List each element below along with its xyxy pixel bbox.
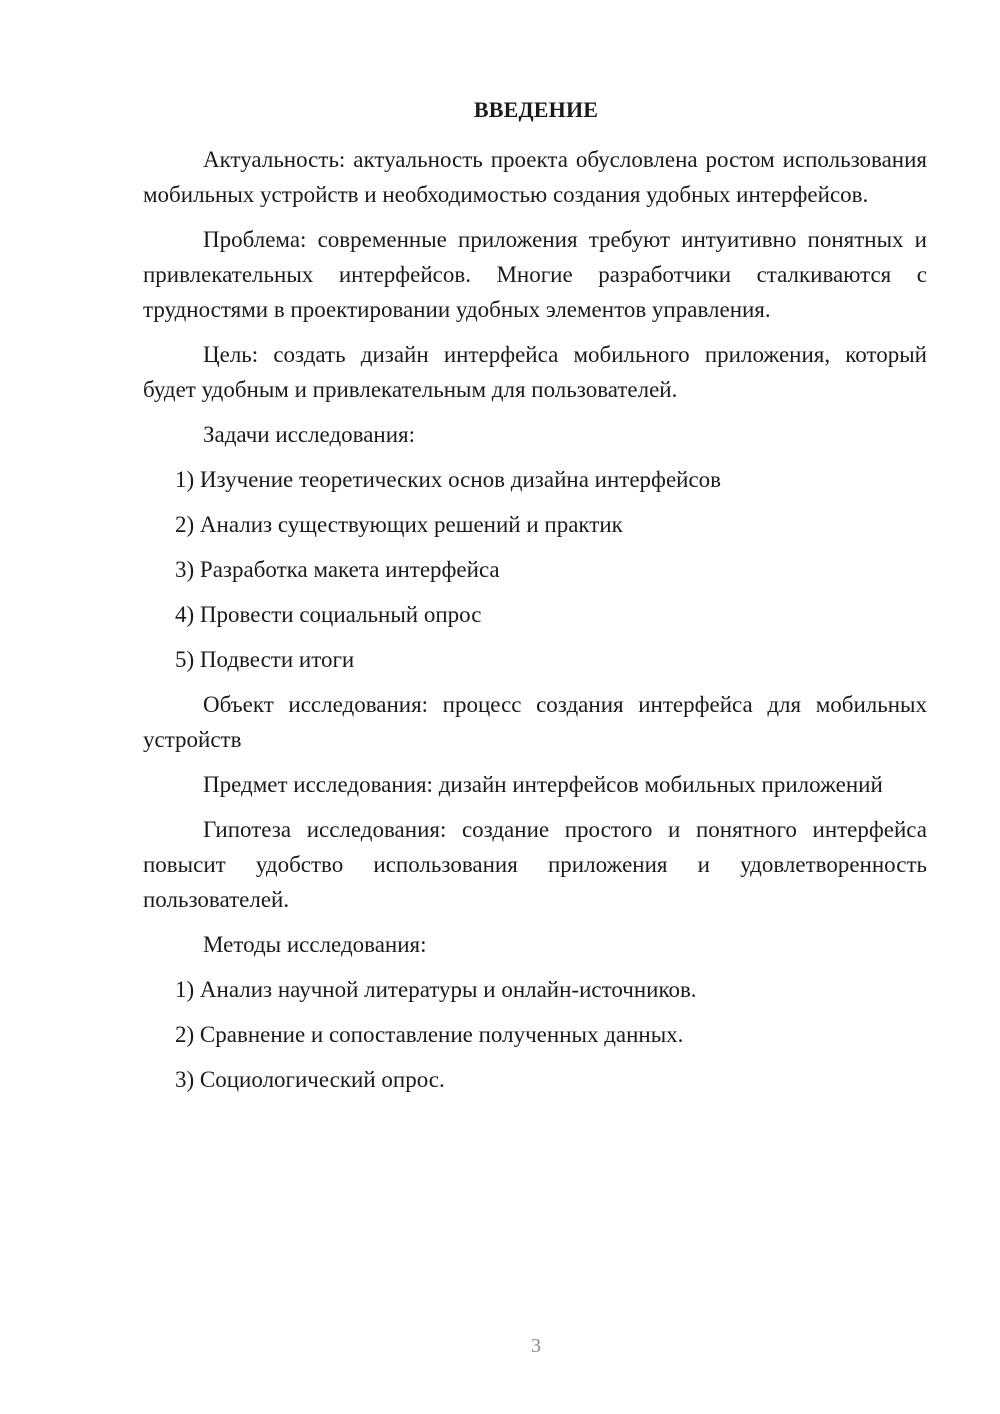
- paragraph-relevance: Актуальность: актуальность проекта обусловлена ростом использования мобильных устройств и необходимостью создания удобных интерфейсов.: [143, 147, 927, 207]
- paragraph-goal: Цель: создать дизайн интерфейса мобильного приложения, который будет удобным и привлекательным для пользователей.: [143, 342, 927, 402]
- page-title: ВВЕДЕНИЕ: [473, 97, 599, 122]
- paragraph-hypothesis: Гипотеза исследования: создание простого и понятного интерфейса повысит удобство использования приложения и удовлетворенность пользователей.: [143, 817, 927, 912]
- method-item-2: 2) Сравнение и сопоставление полученных данных.: [175, 1022, 684, 1047]
- task-item-5: 5) Подвести итоги: [175, 647, 355, 672]
- task-item-1: 1) Изучение теоретических основ дизайна интерфейсов: [175, 467, 722, 492]
- paragraph-problem: Проблема: современные приложения требуют интуитивно понятных и привлекательных интерфейсов. Многие разработчики сталкиваются с трудностями в проектировании удобных элементов управления.: [143, 227, 927, 322]
- task-item-4: 4) Провести социальный опрос: [175, 602, 482, 627]
- document-body: [143, 142, 927, 1107]
- task-item-2: 2) Анализ существующих решений и практик: [175, 512, 623, 537]
- method-item-1: 1) Анализ научной литературы и онлайн-источников.: [175, 977, 697, 1002]
- methods-heading: Методы исследования:: [203, 932, 427, 957]
- page-number: 3: [531, 1335, 541, 1357]
- method-item-3: 3) Социологический опрос.: [175, 1067, 445, 1092]
- paragraph-object: Объект исследования: процесс создания интерфейса для мобильных устройств: [143, 692, 927, 752]
- task-item-3: 3) Разработка макета интерфейса: [175, 557, 500, 582]
- tasks-heading: Задачи исследования:: [203, 422, 416, 447]
- paragraph-subject: Предмет исследования: дизайн интерфейсов мобильных приложений: [203, 772, 883, 797]
